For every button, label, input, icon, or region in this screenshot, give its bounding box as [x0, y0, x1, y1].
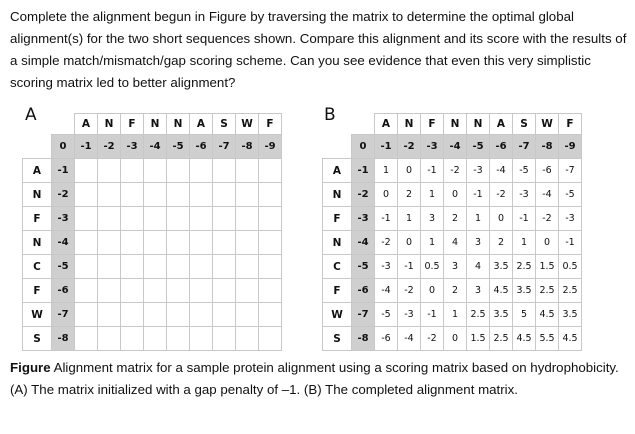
score-cell: -3: [513, 183, 536, 207]
score-cell: -1: [421, 303, 444, 327]
score-cell: 1.5: [536, 255, 559, 279]
score-cell: [75, 327, 98, 351]
score-cell: 3.5: [559, 303, 582, 327]
figure-caption: [10, 357, 630, 401]
column-header: F: [421, 114, 444, 135]
gap-score-cell: -2: [52, 183, 75, 207]
row-header: W: [323, 303, 352, 327]
gap-score-cell: -2: [398, 135, 421, 159]
row-header: N: [23, 183, 52, 207]
score-cell: [190, 159, 213, 183]
gap-score-cell: -1: [52, 159, 75, 183]
column-header: F: [559, 114, 582, 135]
score-cell: -1: [375, 207, 398, 231]
score-cell: [144, 183, 167, 207]
gap-score-cell: -1: [352, 159, 375, 183]
score-cell: [190, 231, 213, 255]
matrix-row: [23, 303, 282, 327]
score-cell: 1: [398, 207, 421, 231]
score-cell: 2: [398, 183, 421, 207]
score-cell: 0: [398, 231, 421, 255]
score-cell: [121, 327, 144, 351]
score-cell: [121, 255, 144, 279]
score-cell: [190, 255, 213, 279]
score-cell: 2.5: [536, 279, 559, 303]
score-cell: [75, 159, 98, 183]
score-cell: -3: [398, 303, 421, 327]
score-cell: [236, 327, 259, 351]
score-cell: 1: [375, 159, 398, 183]
column-header-row: [323, 114, 582, 135]
score-cell: [144, 327, 167, 351]
score-cell: -3: [375, 255, 398, 279]
score-cell: 3.5: [490, 255, 513, 279]
score-cell: [98, 255, 121, 279]
score-cell: -5: [513, 159, 536, 183]
score-cell: [259, 231, 282, 255]
score-cell: 3: [444, 255, 467, 279]
score-cell: -2: [398, 279, 421, 303]
score-cell: [236, 159, 259, 183]
matrix-row: [23, 255, 282, 279]
gap-score-cell: -5: [52, 255, 75, 279]
score-cell: [236, 255, 259, 279]
panel-a-label: A: [25, 105, 37, 125]
matrix-row: [323, 303, 582, 327]
score-cell: -1: [513, 207, 536, 231]
score-cell: 3: [421, 207, 444, 231]
gap-score-cell: -2: [352, 183, 375, 207]
score-cell: 4: [467, 255, 490, 279]
score-cell: [213, 207, 236, 231]
column-header: N: [467, 114, 490, 135]
gap-row: [23, 135, 282, 159]
score-cell: 0.5: [421, 255, 444, 279]
matrix-b: [322, 113, 582, 351]
score-cell: [167, 327, 190, 351]
column-header: W: [536, 114, 559, 135]
score-cell: 2.5: [559, 279, 582, 303]
matrix-row: [23, 327, 282, 351]
score-cell: 0: [444, 327, 467, 351]
gap-score-cell: -6: [352, 279, 375, 303]
gap-score-cell: -3: [352, 207, 375, 231]
gap-score-cell: -8: [352, 327, 375, 351]
row-header: C: [323, 255, 352, 279]
score-cell: 5: [513, 303, 536, 327]
gap-score-cell: -8: [536, 135, 559, 159]
score-cell: -7: [559, 159, 582, 183]
score-cell: -2: [375, 231, 398, 255]
score-cell: [121, 183, 144, 207]
gap-score-cell: -6: [52, 279, 75, 303]
row-header: A: [323, 159, 352, 183]
score-cell: [259, 159, 282, 183]
corner-blank: [323, 135, 352, 159]
column-header: N: [398, 114, 421, 135]
score-cell: [236, 183, 259, 207]
score-cell: [75, 255, 98, 279]
column-header-row: [23, 114, 282, 135]
matrix-row: [23, 231, 282, 255]
score-cell: -4: [398, 327, 421, 351]
gap-score-cell: -7: [513, 135, 536, 159]
row-header: F: [23, 207, 52, 231]
score-cell: -2: [536, 207, 559, 231]
score-cell: [98, 327, 121, 351]
score-cell: 2: [444, 279, 467, 303]
score-cell: [213, 159, 236, 183]
score-cell: 4.5: [536, 303, 559, 327]
gap-score-cell: -3: [421, 135, 444, 159]
column-header: A: [190, 114, 213, 135]
score-cell: -5: [559, 183, 582, 207]
gap-score-cell: -2: [98, 135, 121, 159]
matrix-row: [23, 207, 282, 231]
score-cell: 0: [536, 231, 559, 255]
score-cell: [121, 159, 144, 183]
gap-score-cell: -3: [121, 135, 144, 159]
gap-score-cell: -4: [352, 231, 375, 255]
score-cell: 4.5: [490, 279, 513, 303]
gap-score-cell: 0: [352, 135, 375, 159]
gap-score-cell: -7: [213, 135, 236, 159]
score-cell: [190, 303, 213, 327]
gap-score-cell: -8: [52, 327, 75, 351]
gap-score-cell: -9: [559, 135, 582, 159]
column-header: F: [259, 114, 282, 135]
score-cell: [259, 279, 282, 303]
matrix-row: [23, 279, 282, 303]
score-cell: [144, 207, 167, 231]
column-header: N: [98, 114, 121, 135]
column-header: F: [121, 114, 144, 135]
row-header: F: [23, 279, 52, 303]
score-cell: -1: [559, 231, 582, 255]
score-cell: -2: [421, 327, 444, 351]
score-cell: [75, 207, 98, 231]
row-header: F: [323, 207, 352, 231]
score-cell: 3: [467, 279, 490, 303]
score-cell: 2.5: [490, 327, 513, 351]
matrix-row: [323, 159, 582, 183]
gap-score-cell: -6: [490, 135, 513, 159]
score-cell: -4: [536, 183, 559, 207]
gap-score-cell: -4: [52, 231, 75, 255]
score-cell: [236, 279, 259, 303]
score-cell: -6: [375, 327, 398, 351]
gap-score-cell: -9: [259, 135, 282, 159]
corner-blank: [352, 114, 375, 135]
score-cell: [167, 255, 190, 279]
score-cell: 1.5: [467, 327, 490, 351]
score-cell: -6: [536, 159, 559, 183]
row-header: A: [23, 159, 52, 183]
score-cell: [190, 183, 213, 207]
row-header: F: [323, 279, 352, 303]
row-header: S: [323, 327, 352, 351]
score-cell: 0.5: [559, 255, 582, 279]
score-cell: [144, 303, 167, 327]
score-cell: 2: [444, 207, 467, 231]
matrix-row: [323, 255, 582, 279]
column-header: S: [213, 114, 236, 135]
score-cell: [167, 279, 190, 303]
row-header: N: [323, 183, 352, 207]
score-cell: -3: [559, 207, 582, 231]
row-header: C: [23, 255, 52, 279]
score-cell: -3: [467, 159, 490, 183]
score-cell: 1: [421, 183, 444, 207]
column-header: W: [236, 114, 259, 135]
score-cell: [144, 231, 167, 255]
matrix-row: [323, 207, 582, 231]
score-cell: 0: [375, 183, 398, 207]
score-cell: [167, 303, 190, 327]
panel-b-label: B: [324, 105, 336, 125]
score-cell: [213, 183, 236, 207]
column-header: N: [444, 114, 467, 135]
gap-score-cell: -5: [352, 255, 375, 279]
row-header: S: [23, 327, 52, 351]
score-cell: [190, 279, 213, 303]
column-header: N: [144, 114, 167, 135]
score-cell: 2.5: [467, 303, 490, 327]
gap-score-cell: -4: [144, 135, 167, 159]
score-cell: 3.5: [490, 303, 513, 327]
score-cell: 5.5: [536, 327, 559, 351]
score-cell: [190, 327, 213, 351]
matrix-row: [323, 279, 582, 303]
score-cell: [259, 255, 282, 279]
score-cell: [236, 207, 259, 231]
score-cell: -5: [375, 303, 398, 327]
score-cell: [167, 159, 190, 183]
gap-score-cell: -7: [52, 303, 75, 327]
score-cell: [144, 159, 167, 183]
row-header: W: [23, 303, 52, 327]
score-cell: -1: [421, 159, 444, 183]
score-cell: [259, 303, 282, 327]
score-cell: -4: [490, 159, 513, 183]
score-cell: [98, 279, 121, 303]
score-cell: 3: [467, 231, 490, 255]
score-cell: [98, 159, 121, 183]
matrix-row: [23, 159, 282, 183]
gap-score-cell: -5: [467, 135, 490, 159]
gap-score-cell: -7: [352, 303, 375, 327]
score-cell: [213, 303, 236, 327]
score-cell: [75, 303, 98, 327]
matrix-row: [323, 183, 582, 207]
score-cell: [259, 207, 282, 231]
score-cell: -4: [375, 279, 398, 303]
score-cell: [213, 279, 236, 303]
column-header: A: [375, 114, 398, 135]
gap-score-cell: -3: [52, 207, 75, 231]
gap-score-cell: -1: [75, 135, 98, 159]
gap-row: [323, 135, 582, 159]
score-cell: [98, 303, 121, 327]
score-cell: [167, 231, 190, 255]
score-cell: 4: [444, 231, 467, 255]
score-cell: [98, 207, 121, 231]
score-cell: 1: [421, 231, 444, 255]
gap-score-cell: 0: [52, 135, 75, 159]
score-cell: 4.5: [513, 327, 536, 351]
score-cell: [75, 279, 98, 303]
score-cell: -2: [444, 159, 467, 183]
score-cell: 3.5: [513, 279, 536, 303]
gap-score-cell: -5: [167, 135, 190, 159]
matrix-row: [23, 183, 282, 207]
column-header: A: [490, 114, 513, 135]
score-cell: [75, 231, 98, 255]
score-cell: 1: [513, 231, 536, 255]
score-cell: [121, 303, 144, 327]
matrix-a: [22, 113, 282, 351]
score-cell: [144, 279, 167, 303]
score-cell: [98, 231, 121, 255]
matrix-row: [323, 231, 582, 255]
score-cell: 1: [467, 207, 490, 231]
row-header: N: [323, 231, 352, 255]
gap-score-cell: -6: [190, 135, 213, 159]
score-cell: -1: [398, 255, 421, 279]
gap-score-cell: -8: [236, 135, 259, 159]
score-cell: [167, 207, 190, 231]
score-cell: [98, 183, 121, 207]
question-text: Complete the alignment begun in Figure by traversing the matrix to determine the optimal global alignment(s) for the two short sequences shown. Compare this alignment and its score with the results of a simple match/mismatch/gap scoring scheme. Can you see evidence that even this very simplistic scoring matrix led to better alignment?: [10, 9, 627, 90]
score-cell: 4.5: [559, 327, 582, 351]
column-header: S: [513, 114, 536, 135]
caption-text: Alignment matrix for a sample protein alignment using a scoring matrix based on hydrophobicity. (A) The matrix initialized with a gap penalty of –1. (B) The completed alignment matrix.: [10, 360, 619, 397]
score-cell: [213, 255, 236, 279]
score-cell: [144, 255, 167, 279]
gap-score-cell: -4: [444, 135, 467, 159]
score-cell: 0: [444, 183, 467, 207]
score-cell: [213, 231, 236, 255]
corner-blank: [52, 114, 75, 135]
score-cell: 0: [398, 159, 421, 183]
score-cell: 1: [444, 303, 467, 327]
column-header: A: [75, 114, 98, 135]
score-cell: [213, 327, 236, 351]
gap-score-cell: -1: [375, 135, 398, 159]
score-cell: 2.5: [513, 255, 536, 279]
score-cell: [236, 303, 259, 327]
score-cell: [75, 183, 98, 207]
score-cell: [121, 279, 144, 303]
row-header: N: [23, 231, 52, 255]
score-cell: [121, 207, 144, 231]
score-cell: [190, 207, 213, 231]
column-header: N: [167, 114, 190, 135]
score-cell: [167, 183, 190, 207]
score-cell: [236, 231, 259, 255]
score-cell: 0: [490, 207, 513, 231]
corner-blank: [23, 135, 52, 159]
score-cell: 2: [490, 231, 513, 255]
score-cell: [121, 231, 144, 255]
caption-lead: Figure: [10, 360, 51, 375]
score-cell: [259, 183, 282, 207]
matrix-row: [323, 327, 582, 351]
score-cell: 0: [421, 279, 444, 303]
score-cell: [259, 327, 282, 351]
score-cell: -1: [467, 183, 490, 207]
score-cell: -2: [490, 183, 513, 207]
